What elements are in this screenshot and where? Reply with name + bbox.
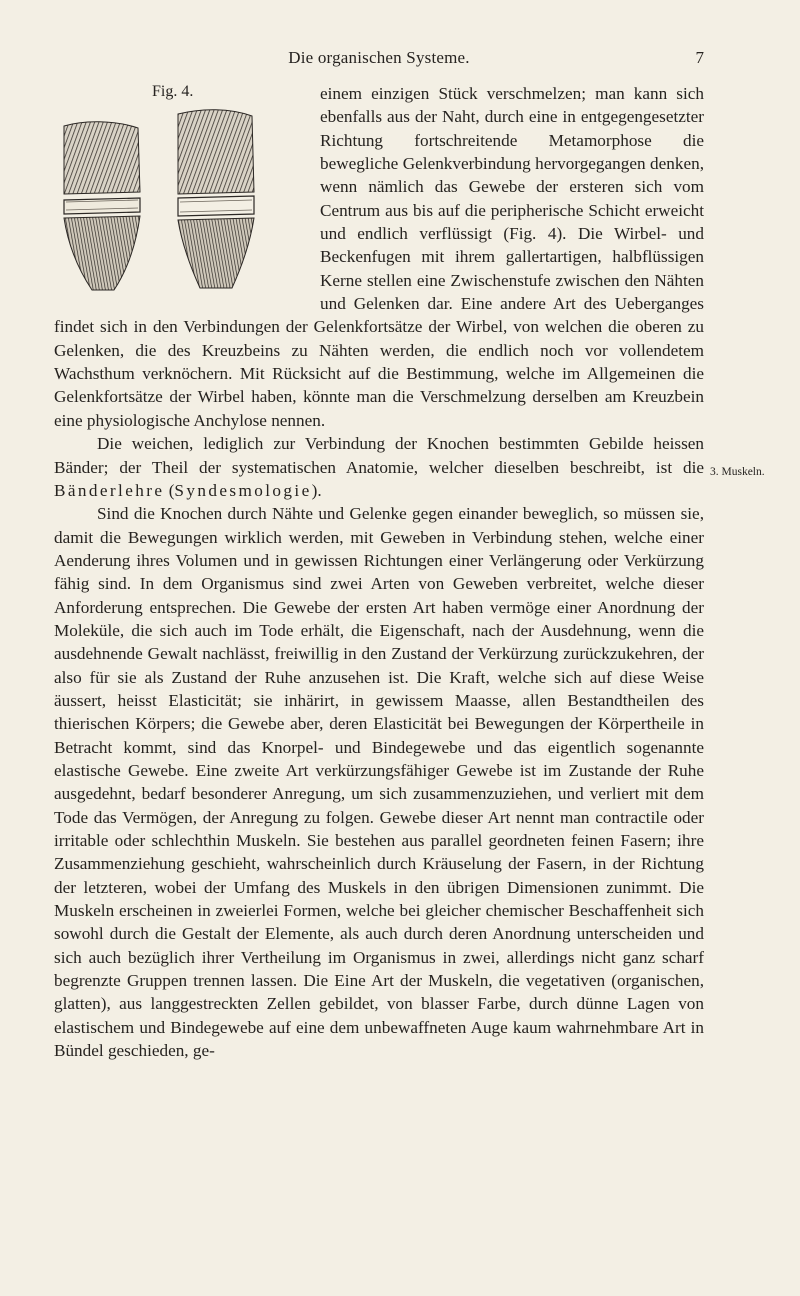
figure-caption: Fig. 4. <box>152 83 194 100</box>
paragraph-2-text: Die weichen, lediglich zur Verbindung der Knochen bestimmten Gebilde heissen Bänder; der Theil der systematischen Anatomie, welcher dieselben beschreibt, ist die <box>54 434 704 477</box>
term-baenderlehre: Bänderlehre <box>54 480 165 500</box>
page-number: 7 <box>695 48 704 67</box>
running-title: Die organischen Systeme. <box>288 48 470 67</box>
paragraph-1: einem einzigen Stück verschmelzen; man kann sich ebenfalls aus der Naht, durch eine in entgegengesetzter Richtung fortschreitende Metamorphose die bewegliche Gelenkverbindung hervorgegangen denken, wenn nämlich das Gewebe der ersteren sich vom Centrum aus bis auf die peripherische Schicht erweicht und endlich verflüssigt (Fig. 4). Die Wirbel- und Beckenfugen mit ihrem gallertartigen, halbflüssigen Kerne stellen eine Zwischenstufe zwischen den Nähten und Gelenken dar. Eine andere Art des Ueberganges findet sich in den Verbindungen der Gelenkfortsätze der Wirbel, von welchen die oberen zu Gelenken, die des Kreuzbeins zu Nähten werden, die endlich noch vor vollendetem Wachsthum verknöchern. Mit Rücksicht auf die Bestimmung, welche im Allgemeinen die Gelenkfortsätze der Wirbel haben, könnte man die Verschmelzung derselben am Kreuzbein eine physiologische Anchylose nennen. <box>54 84 704 430</box>
left-specimen <box>64 122 140 290</box>
paren-open: ( <box>164 480 175 500</box>
body-text <box>54 82 704 1062</box>
margin-note: 3. Muskeln. <box>710 466 765 478</box>
figure-4 <box>54 82 320 315</box>
paren-close: ). <box>311 480 322 500</box>
right-specimen <box>178 110 254 288</box>
paragraph-2 <box>54 432 704 502</box>
paragraph-3: Sind die Knochen durch Nähte und Gelenke gegen einander beweglich, so müssen sie, damit die Bewegungen wirklich werden, mit Geweben in Verbindung stehen, welche einer Aenderung ihres Volumen und in gewissen Richtungen einer Verlängerung oder Verkürzung fähig sind. In dem Organismus sind zwei Arten von Geweben verbreitet, welche dieser Anforderung entsprechen. Die Gewebe der ersten Art haben vermöge einer Anordnung der Moleküle, die sich auch im Tode erhält, die Eigenschaft, nach der Ausdehnung, wenn die ausdehnende Gewalt nachlässt, freiwillig in den Zustand der Verkürzung zurückzukehren, der also für sie als Zustand der Ruhe anzusehen ist. Die Kraft, welche sich auf diese Weise äussert, heisst Elasticität; sie inhärirt, in gewissem Maasse, allen Bestandtheilen des thierischen Körpers; die Gewebe aber, deren Elasticität bei Bewegungen der Körpertheile in Betracht kommt, sind das Knorpel- und Bindegewebe und das eigentlich sogenannte elastische Gewebe. Eine zweite Art verkürzungsfähiger Gewebe ist im Zustande der Ruhe ausgedehnt, bedarf besonderer Anregung, um sich zusammenzuziehen, und verliert mit dem Tode das Vermögen, der Anregung zu folgen. Gewebe dieser Art nennt man contractile oder irritable oder schlechthin Muskeln. Sie bestehen aus parallel geordneten feinen Fasern; ihre Zusammenziehung geschieht, wahrscheinlich durch Kräuselung der Fasern, in der Richtung der letzteren, wobei der Umfang des Muskels in den übrigen Dimensionen zunimmt. Die Muskeln erscheinen in zweierlei Formen, welche bei gleicher chemischer Beschaffenheit sich sowohl durch die Gestalt der Elemente, als auch durch deren Anordnung unterscheiden und sich auch bezüglich ihrer Vertheilung im Organismus in zwei, allerdings nicht ganz scharf begrenzte Gruppen trennen lassen. Die Eine Art der Muskeln, die vegetativen (organischen, glatten), aus langgestreckten Zellen gebildet, von blasser Farbe, durch dünne Lagen von elastischem und Bindegewebe auf eine dem unbewaffneten Auge kaum wahrnehmbare Art in Bündel geschieden, ge- <box>54 504 704 1061</box>
running-head <box>54 48 704 74</box>
vertebra-joint-engraving-icon <box>54 104 294 300</box>
term-syndesmologie: Syndesmologie <box>174 480 312 500</box>
